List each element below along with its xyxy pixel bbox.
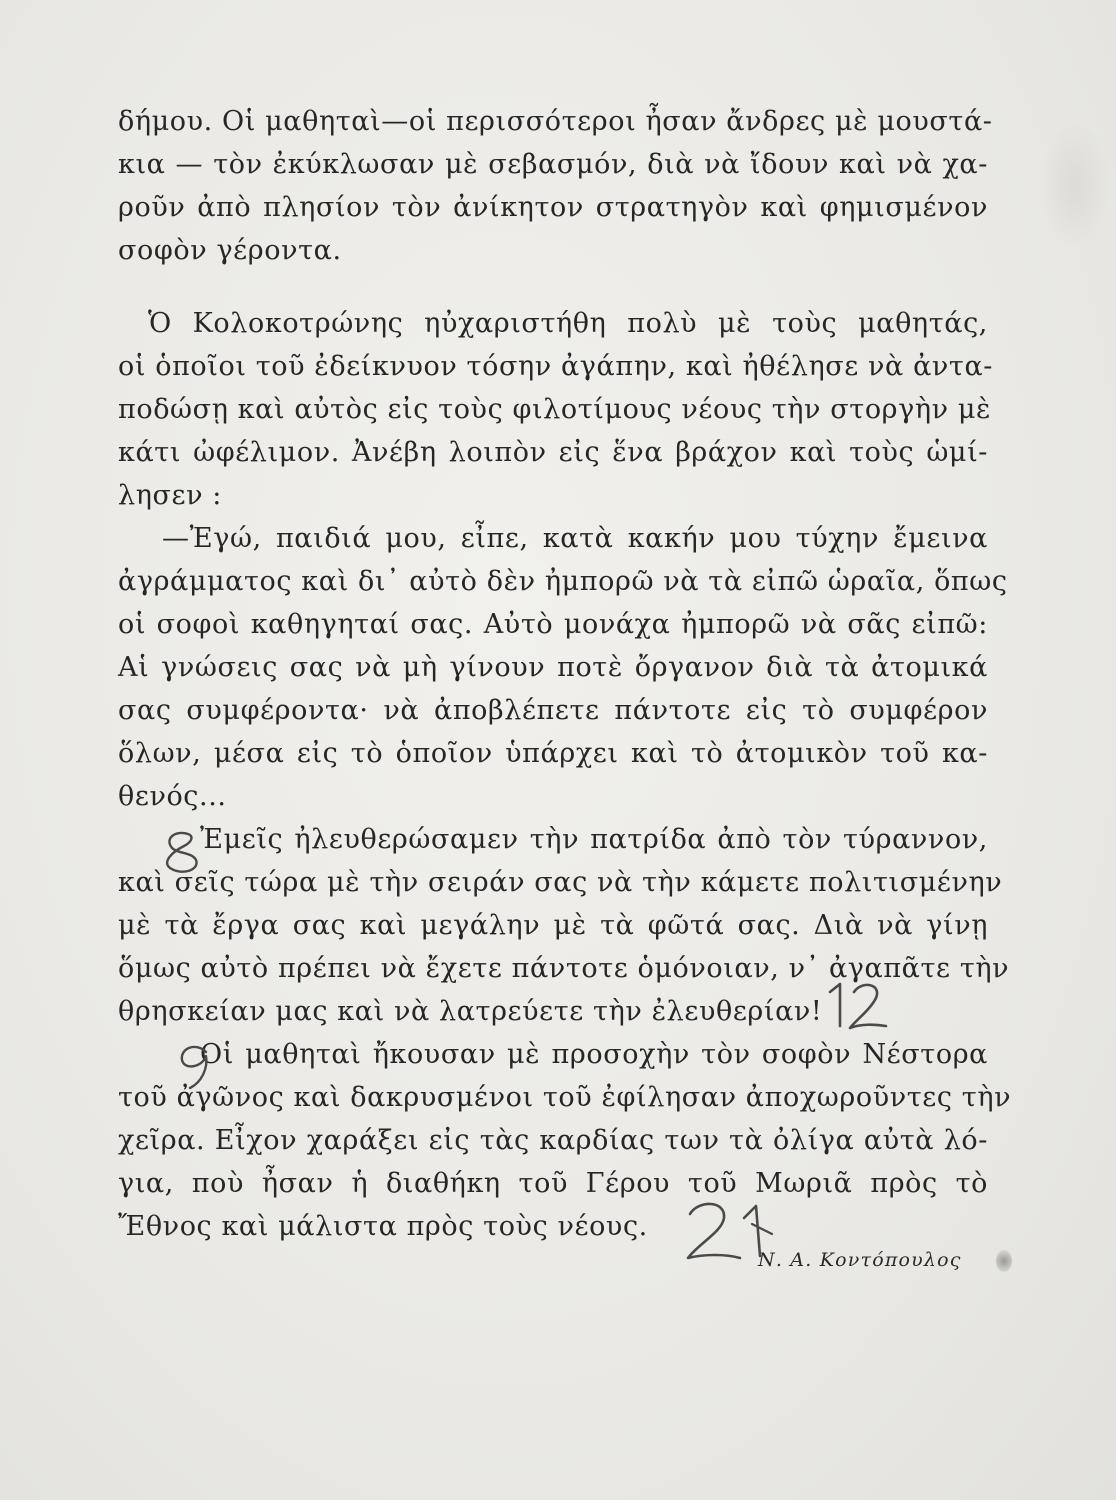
text-line: κάτι ὠφέλιμον. Ἀνέβη λοιπὸν εἰς ἕνα βράχον καὶ τοὺς ὡμί- xyxy=(118,437,988,468)
paragraph-2 xyxy=(118,302,1012,1248)
text-line: για, ποὺ ἦσαν ἡ διαθήκη τοῦ Γέρου τοῦ Μωριᾶ πρὸς τὸ xyxy=(118,1168,988,1199)
text-line: ποδώσῃ καὶ αὐτὸς εἰς τοὺς φιλοτίμους νέους τὴν στοργὴν μὲ xyxy=(118,394,992,425)
text-line: σας συμφέροντα· νὰ ἀποβλέπετε πάντοτε εἰς τὸ συμφέρον xyxy=(118,695,988,726)
text-line: ροῦν ἀπὸ πλησίον τὸν ἀνίκητον στρατηγὸν καὶ φημισμένον xyxy=(118,192,988,223)
text-line: Αἱ γνώσεις σας νὰ μὴ γίνουν ποτὲ ὄργανον διὰ τὰ ἀτομικά xyxy=(118,652,988,683)
text-line: Οἱ μαθηταὶ ἤκουσαν μὲ προσοχὴν τὸν σοφὸν Νέστορα xyxy=(200,1039,988,1070)
text-line: οἱ σοφοὶ καθηγηταί σας. Αὐτὸ μονάχα ἠμπορῶ νὰ σᾶς εἰπῶ: xyxy=(118,609,988,640)
text-line: χεῖρα. Εἶχον χαράξει εἰς τὰς καρδίας των τὰ ὀλίγα αὐτὰ λό- xyxy=(118,1125,988,1156)
text-line: δήμου. Οἱ μαθηταὶ—οἱ περισσότεροι ἦσαν ἄνδρες μὲ μουστά- xyxy=(118,106,993,137)
text-line: λησεν : xyxy=(118,480,222,511)
text-line: κια — τὸν ἐκύκλωσαν μὲ σεβασμόν, διὰ νὰ ἴδουν καὶ νὰ χα- xyxy=(118,149,988,180)
author-signature: Ν. Α. Κοντόπουλος xyxy=(758,1249,962,1271)
body-text xyxy=(118,100,1012,1248)
text-line: Ἔθνος καὶ μάλιστα πρὸς τοὺς νέους. xyxy=(118,1211,648,1242)
text-line: Ἐμεῖς ἠλευθερώσαμεν τὴν πατρίδα ἀπὸ τὸν τύραννον, xyxy=(200,824,988,855)
paragraph-gap xyxy=(118,272,988,302)
text-line: θρησκείαν μας καὶ νὰ λατρεύετε τὴν ἐλευθερίαν! xyxy=(118,996,823,1027)
text-line: —Ἐγώ, παιδιά μου, εἶπε, κατὰ κακήν μου τύχην ἔμεινα xyxy=(162,523,988,554)
text-line: Ὁ Κολοκοτρώνης ηὐχαριστήθη πολὺ μὲ τοὺς μαθητάς, xyxy=(148,308,988,339)
text-line: τοῦ ἀγῶνος καὶ δακρυσμένοι τοῦ ἐφίλησαν ἀποχωροῦντες τὴν xyxy=(118,1082,1012,1113)
text-line: οἱ ὁποῖοι τοῦ ἐδείκνυον τόσην ἀγάπην, καὶ ἠθέλησε νὰ ἀντα- xyxy=(118,351,994,382)
scan-bleed xyxy=(1040,120,1110,250)
scan-smudge xyxy=(996,1250,1012,1272)
paragraph-1 xyxy=(118,100,993,272)
text-line: ὅμως αὐτὸ πρέπει νὰ ἔχετε πάντοτε ὁμόνοιαν, ν᾽ ἀγαπᾶτε τὴν xyxy=(118,953,1010,984)
text-line: θενός... xyxy=(118,781,227,812)
text-line: ἀγράμματος καὶ δι᾽ αὐτὸ δὲν ἠμπορῶ νὰ τὰ εἰπῶ ὡραῖα, ὅπως xyxy=(118,566,1008,597)
text-line: μὲ τὰ ἔργα σας καὶ μεγάλην μὲ τὰ φῶτά σας. Διὰ νὰ γίνῃ xyxy=(118,910,988,941)
text-line: καὶ σεῖς τώρα μὲ τὴν σειράν σας νὰ τὴν κάμετε πολιτισμένην xyxy=(118,867,1003,898)
text-line: ὅλων, μέσα εἰς τὸ ὁποῖον ὑπάρχει καὶ τὸ ἀτομικὸν τοῦ κα- xyxy=(118,738,988,769)
text-line: σοφὸν γέροντα. xyxy=(118,235,342,266)
